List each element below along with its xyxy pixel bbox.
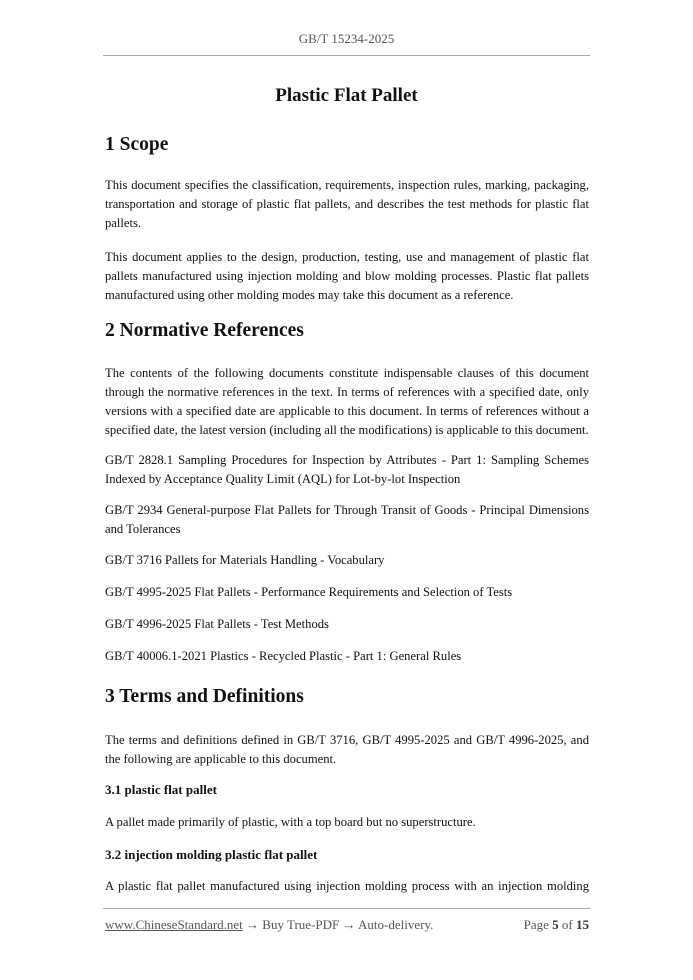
reference-item: GB/T 3716 Pallets for Materials Handling - Vocabulary xyxy=(105,553,385,567)
term-heading: 3.2 injection molding plastic flat pallet xyxy=(105,847,318,862)
page-footer xyxy=(105,917,589,933)
running-header: GB/T 15234-2025 xyxy=(298,31,395,46)
footer-text: → Buy True-PDF → Auto-delivery. xyxy=(242,917,434,932)
paragraph: The terms and definitions defined in GB/T 3716, GB/T 4995-2025 and GB/T 4996-2025, and the following are applicable to this document. xyxy=(105,733,589,766)
paragraph: The contents of the following documents constitute indispensable clauses of this document through the normative references in the text. In terms of references with a specified date, only versions with a specified date are applicable to this document. In terms of references without a specified date, the latest version (including all the modifications) is applicable to this document. xyxy=(105,366,589,437)
reference-item: GB/T 40006.1-2021 Plastics - Recycled Plastic - Part 1: General Rules xyxy=(105,649,462,663)
reference-item: GB/T 2828.1 Sampling Procedures for Inspection by Attributes - Part 1: Sampling Schemes Indexed by Acceptance Quality Limit (AQL) for Lot-by-lot Inspection xyxy=(105,453,589,486)
section-heading-terms: 3 Terms and Definitions xyxy=(105,686,304,707)
reference-item: GB/T 4995-2025 Flat Pallets - Performance Requirements and Selection of Tests xyxy=(105,585,513,599)
term-definition: A pallet made primarily of plastic, with a top board but no superstructure. xyxy=(105,815,476,829)
footer-divider xyxy=(103,908,590,909)
header-divider xyxy=(103,55,590,56)
page-label: Page xyxy=(523,917,549,932)
section-heading-normative-references: 2 Normative References xyxy=(105,320,304,341)
page-number xyxy=(524,917,589,933)
reference-item: GB/T 2934 General-purpose Flat Pallets for Through Transit of Goods - Principal Dimensions and Tolerances xyxy=(105,503,589,536)
paragraph: This document specifies the classification, requirements, inspection rules, marking, packaging, transportation and storage of plastic flat pallets, and describes the test methods for plastic flat pallets. xyxy=(105,178,589,230)
paragraph: This document applies to the design, production, testing, use and management of plastic flat pallets manufactured using injection molding and blow molding processes. Plastic flat pallets manufactured using other molding modes may take this document as a reference. xyxy=(105,250,589,302)
reference-item: GB/T 4996-2025 Flat Pallets - Test Methods xyxy=(105,617,329,631)
term-definition: A plastic flat pallet manufactured using injection molding process with an injection molding xyxy=(105,879,589,893)
document-title: Plastic Flat Pallet xyxy=(275,85,418,106)
current-page: 5 xyxy=(552,917,559,932)
term-heading: 3.1 plastic flat pallet xyxy=(105,782,217,797)
section-heading-scope: 1 Scope xyxy=(105,134,169,155)
total-pages: 15 xyxy=(576,917,589,932)
of-label: of xyxy=(561,917,573,932)
site-link[interactable]: www.ChineseStandard.net xyxy=(105,917,243,932)
